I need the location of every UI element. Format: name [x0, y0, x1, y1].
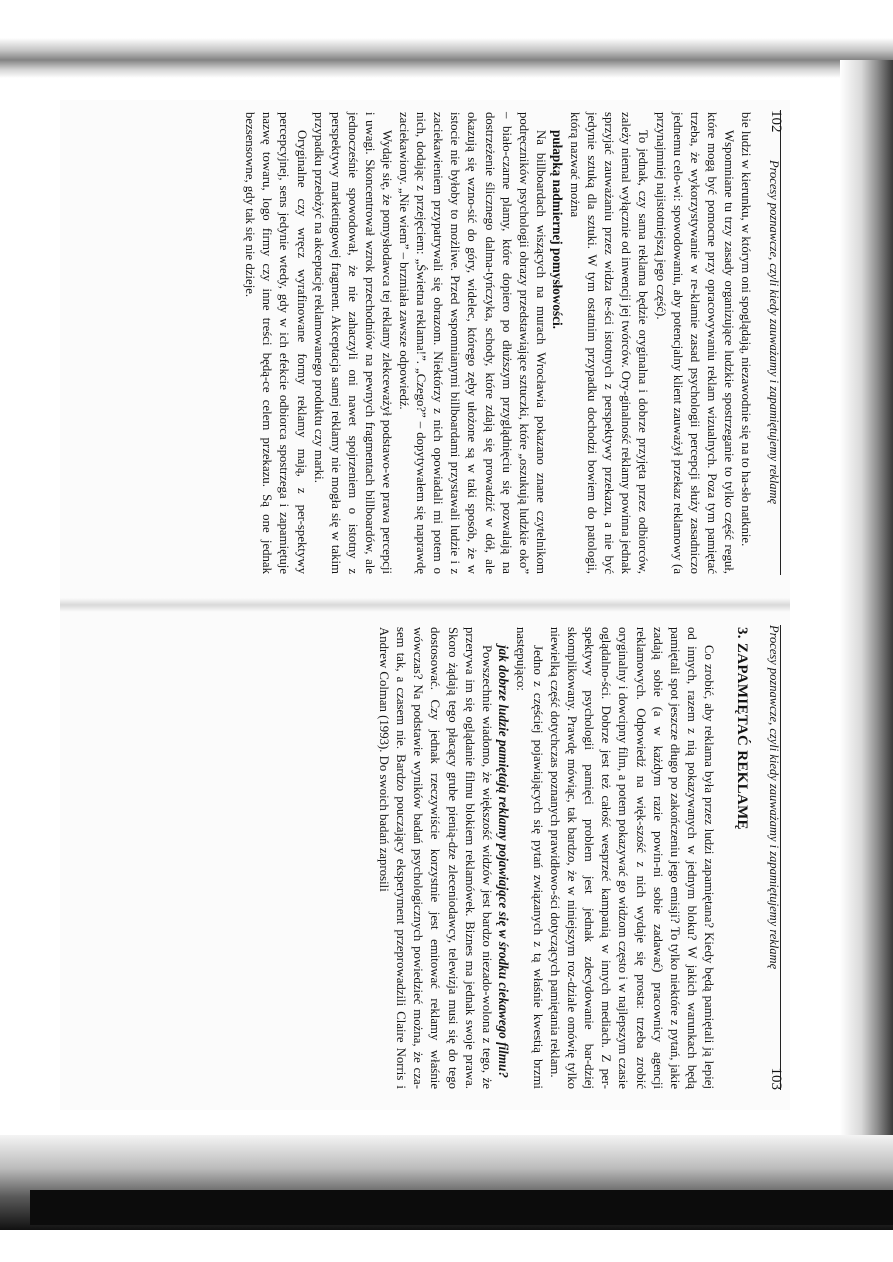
right-page [60, 605, 790, 1110]
paragraph: To jednak, czy sama reklama będzie oryginalna i dobrze przyjęta przez odbiorców, zależy niemal wyłącznie od inwencji jej twórców. Ory-ginalność reklamy powinna jednak sprzyjać zauważaniu przez widza te-ści istotnych z perspektywy przekazu, a nie być jedynie sztuką dla sztuki. W tym ostatnim przypadku dochodzi bowiem do patologii, którą nazwać można [568, 112, 651, 574]
paragraph: Wydaje się, że pomysłodawca tej reklamy zlekceważył podstawo-we prawa percepcji i uwagi. Skoncentrował wzrok przechodniów na pewnych fragmentach billboardów, ale jednocześnie spowodował, że nie zahaczyli oni nawet spojrzeniem o istotny z perspektywy marketingowej fragment. Akceptacja samej reklamy nie mogła się w takim przypadku przełożyć na akceptację reklamowanego produktu czy marki. [311, 112, 395, 574]
running-head-text: Procesy poznawcze, czyli kiedy zauważamy i zapamiętujemy reklamę [767, 160, 781, 505]
paragraph: Wspomniane tu trzy zasady organizujące ludzkie spostrzeganie to tylko część reguł, które mogą być pomocne przy opracowywaniu reklam wizualnych. Poza tym pamiętać trzeba, że wykorzystywanie w re-klamie zasad psychologii percepcji służy zasadniczo jednemu celo-wi: spowodowaniu, aby potencjalny klient zauważył przekaz reklamowy (a przynajmniej najistotniejszą jego część). [653, 112, 736, 574]
running-head [767, 625, 784, 1090]
paragraph: bie ludzi w kierunku, w którym oni spoglądają, niezawodnie się na to ha-sło natknie. [739, 112, 753, 547]
book-spread [60, 100, 790, 1110]
page-number: 102 [768, 110, 784, 133]
paragraph: Na billboardach wiszących na murach Wrocławia pokazano znane czytelnikom podręczników psychologii obrazy przedstawiające sztuczki, które „oszukują ludzkie oko” – biało-czarne plamy, które dopiero po dłuższym przyglądnięciu się pozwalają na dostrzeżenie ślicznego dalma-tyńczyka, schody, które zdają się prowadzić w dół, ale okazują się wzno-sić do góry, widelec, którego zęby ułożone są w taki sposób, że w istocie nie byłoby to możliwe. Przed wspomnianymi billboardami przystawali ludzie i z zaciekawieniem przypatrywali się obrazom. Niektórzy z nich opowiadali mi potem o nich, dodając z przejęciem: „Świetna reklama!”. „Czego?” – dopytywałem się naprawdę zaciekawiony. „Nie wiem” – brzmiała zawsze odpowiedź. [397, 112, 548, 574]
paragraph: Powszechnie wiadomo, że większość widzów jest bardzo niezado-wolona z tego, że przerywa im się oglądanie filmu blokiem reklamówek. Biznes ma jednak swoje prawa. Skoro żądają tego płacący grube pienią-dze zleceniodawcy, telewizja musi się do tego dostosować. Czy jednak rzeczywiście korzystnie jest emitować reklamy właśnie wówczas? Na podstawie wyników badań psychologicznych powiedzieć można, że cza-sem tak, a czasem nie. Bardzo pouczający eksperyment przeprowadzili Claire Norris i Andrew Colman (1993). Do swoich badań zaprosili [377, 627, 494, 1089]
page-body [375, 627, 754, 1089]
scan-edge-shadow [30, 1190, 893, 1225]
scan-edge-right [840, 60, 893, 1180]
paragraph: Jedno z częściej pojawiających się pytań związanych z tą właśnie kwestią brzmi następująco: [513, 627, 545, 1089]
section-heading: pułapką nadmiernej pomysłowości. [549, 130, 565, 329]
chapter-heading: 3. ZAPAMIĘTAĆ REKLAMĘ [734, 627, 750, 830]
running-head-text: Procesy poznawcze, czyli kiedy zauważamy i zapamiętujemy reklamę [767, 625, 781, 970]
page-body [241, 112, 754, 574]
question-heading: jak dobrze ludzie pamiętają reklamy pojawiające się w środku ciekawego filmu? [495, 645, 511, 1078]
running-head [767, 110, 784, 575]
scan-edge-top [0, 38, 893, 78]
intro-paragraph [546, 627, 717, 1089]
page-number: 103 [768, 1067, 784, 1090]
left-page [60, 100, 790, 605]
intro-paragraph-text: Co zrobić, aby reklama była przez ludzi zapamiętana? Kiedy będą pamiętali ją lepiej od innych, razem z nią pokazywanych w jednym bloku? W jakich warunkach będą pamiętali spot jeszcze długo po zakończeniu jego emisji? To tylko niektóre z pytań, jakie zadają sobie (a w każdym razie powin-ni sobie zadawać) pracownicy agencji reklamowych. Odpowiedź na więk-szość z nich wydaje się prosta: trzeba zrobić oryginalny i dowcipny film, a potem pokazywać go widzom często i w najlepszym czasie oglądalno-ści. Dobrze jest też całość wesprzeć kampanią w innych mediach. Z per-spektywy psychologii pamięci problem jest jednak zdecydowanie bar-dziej skomplikowany. Prawdę mówiąc, tak bardzo, że w niniejszym roz-dziale omówię tylko niewielką część dotychczas poznanych prawidłowo-ści dotyczących pamiętania reklam. [548, 627, 716, 1089]
paragraph: Oryginalne czy wręcz wyrafinowane formy reklamy mają, z per-spektywy percepcyjnej, sens jedynie wtedy, gdy w ich efekcie odbiorca spostrzega i zapamiętuje nazwę towaru, logo firmy czy inne treści będą-ce celem przekazu. Są one jednak bezsensowne, gdy tak się nie dzieje. [243, 112, 309, 574]
